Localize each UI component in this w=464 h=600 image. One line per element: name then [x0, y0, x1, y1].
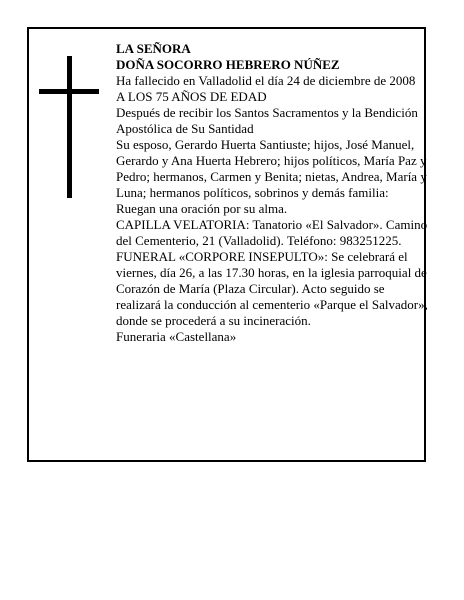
funeral-info: FUNERAL «CORPORE INSEPULTO»: Se celebrará el viernes, día 26, a las 17.30 horas, en la iglesia parroquial de Corazón de María (Plaza Circular). Acto seguido se realizará la conducción al cementerio «Parque el Salvador», donde se procederá a su incineración.	[116, 249, 428, 328]
funeral-home: Funeraria «Castellana»	[116, 329, 237, 344]
chapel-info: CAPILLA VELATORIA: Tanatorio «El Salvador». Camino del Cementerio, 21 (Valladolid). Teléfono: 983251225.	[116, 217, 428, 248]
cross-horizontal-bar	[39, 89, 99, 94]
prayer-request: Ruegan una oración por su alma.	[116, 201, 288, 216]
death-statement: Ha fallecido en Valladolid el día 24 de diciembre de 2008	[116, 73, 416, 88]
notice-text	[116, 41, 428, 345]
notice-title: LA SEÑORA	[116, 41, 191, 56]
deceased-name: DOÑA SOCORRO HEBRERO NÚÑEZ	[116, 57, 340, 72]
age-statement: A LOS 75 AÑOS DE EDAD	[116, 89, 267, 104]
cross-vertical-bar	[67, 56, 72, 198]
obituary-notice	[27, 27, 426, 462]
family-list: Su esposo, Gerardo Huerta Santiuste; hijos, José Manuel, Gerardo y Ana Huerta Hebrero; hijos políticos, María Paz y Pedro; hermanos, Carmen y Benita; nietas, Andrea, María y Luna; hermanos políticos, sobrinos y demás familia:	[116, 137, 427, 200]
latin-cross-icon	[39, 56, 99, 198]
sacraments-statement: Después de recibir los Santos Sacramentos y la Bendición Apostólica de Su Santidad	[116, 105, 418, 136]
